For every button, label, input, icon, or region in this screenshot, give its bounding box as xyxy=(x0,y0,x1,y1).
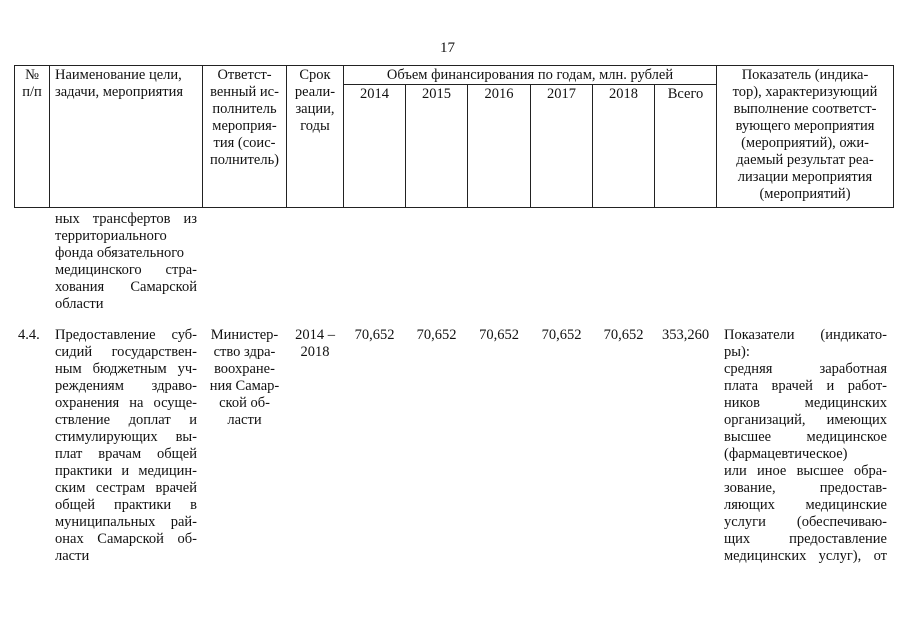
row-value-2015: 70,652 xyxy=(416,327,457,343)
header-year-2014: 2014 xyxy=(360,86,389,102)
page-number: 17 xyxy=(440,40,455,56)
row-indicator: Показатели (индикато- ры): средняя заработная плата врачей и работ- ников медицинских организаций, имеющих высшее медицинское (фармацевтическое) или иное высшее обра- зование, предостав- ляющих медицинские услуги (обеспечиваю- щих предоставление медицинских услуг), от xyxy=(724,327,887,564)
row-value-2014: 70,652 xyxy=(354,327,395,343)
row-term: 2014 – 2018 xyxy=(295,327,335,360)
row-value-2018: 70,652 xyxy=(603,327,644,343)
header-year-2017: 2017 xyxy=(547,86,576,102)
row-value-total: 353,260 xyxy=(661,327,710,343)
header-number: № п/п xyxy=(22,67,42,100)
continuation-name: ных трансфертов из территориального фонда обязательного медицинского стра- хования Самарской области xyxy=(55,211,197,312)
row-responsible: Министер- ство здра- воохране- ния Самар- ской об- ласти xyxy=(209,327,280,428)
header-year-2015: 2015 xyxy=(422,86,451,102)
header-year-2018: 2018 xyxy=(609,86,638,102)
row-number: 4.4. xyxy=(18,327,40,343)
header-indicator: Показатель (индика- тор), характеризующий выполнение соответст- вующего мероприятия (мероприятий), ожи- даемый результат реа- лизации мероприятия (мероприятий) xyxy=(732,67,878,202)
header-year-total: Всего xyxy=(667,86,704,102)
header-year-2016: 2016 xyxy=(484,86,514,102)
header-financing-title: Объем финансирования по годам, млн. рублей xyxy=(386,67,674,83)
row-value-2016: 70,652 xyxy=(479,327,519,343)
row-name: Предоставление суб- сидий государствен- ным бюджетным уч- реждениям здраво- охранения на осуще- ствление доплат и стимулирующих вы- плат врачам общей практики и медицин- ским сестрам врачей общей практики в муниципальных рай- онах Самарской об- ласти xyxy=(55,327,197,564)
row-value-2017: 70,652 xyxy=(541,327,582,343)
header-responsible: Ответст- венный ис- полнитель мероприя- тия (соис- полнитель) xyxy=(209,67,280,168)
header-name: Наименование цели, задачи, мероприятия xyxy=(55,67,184,100)
header-term: Срок реали- зации, годы xyxy=(294,67,336,134)
